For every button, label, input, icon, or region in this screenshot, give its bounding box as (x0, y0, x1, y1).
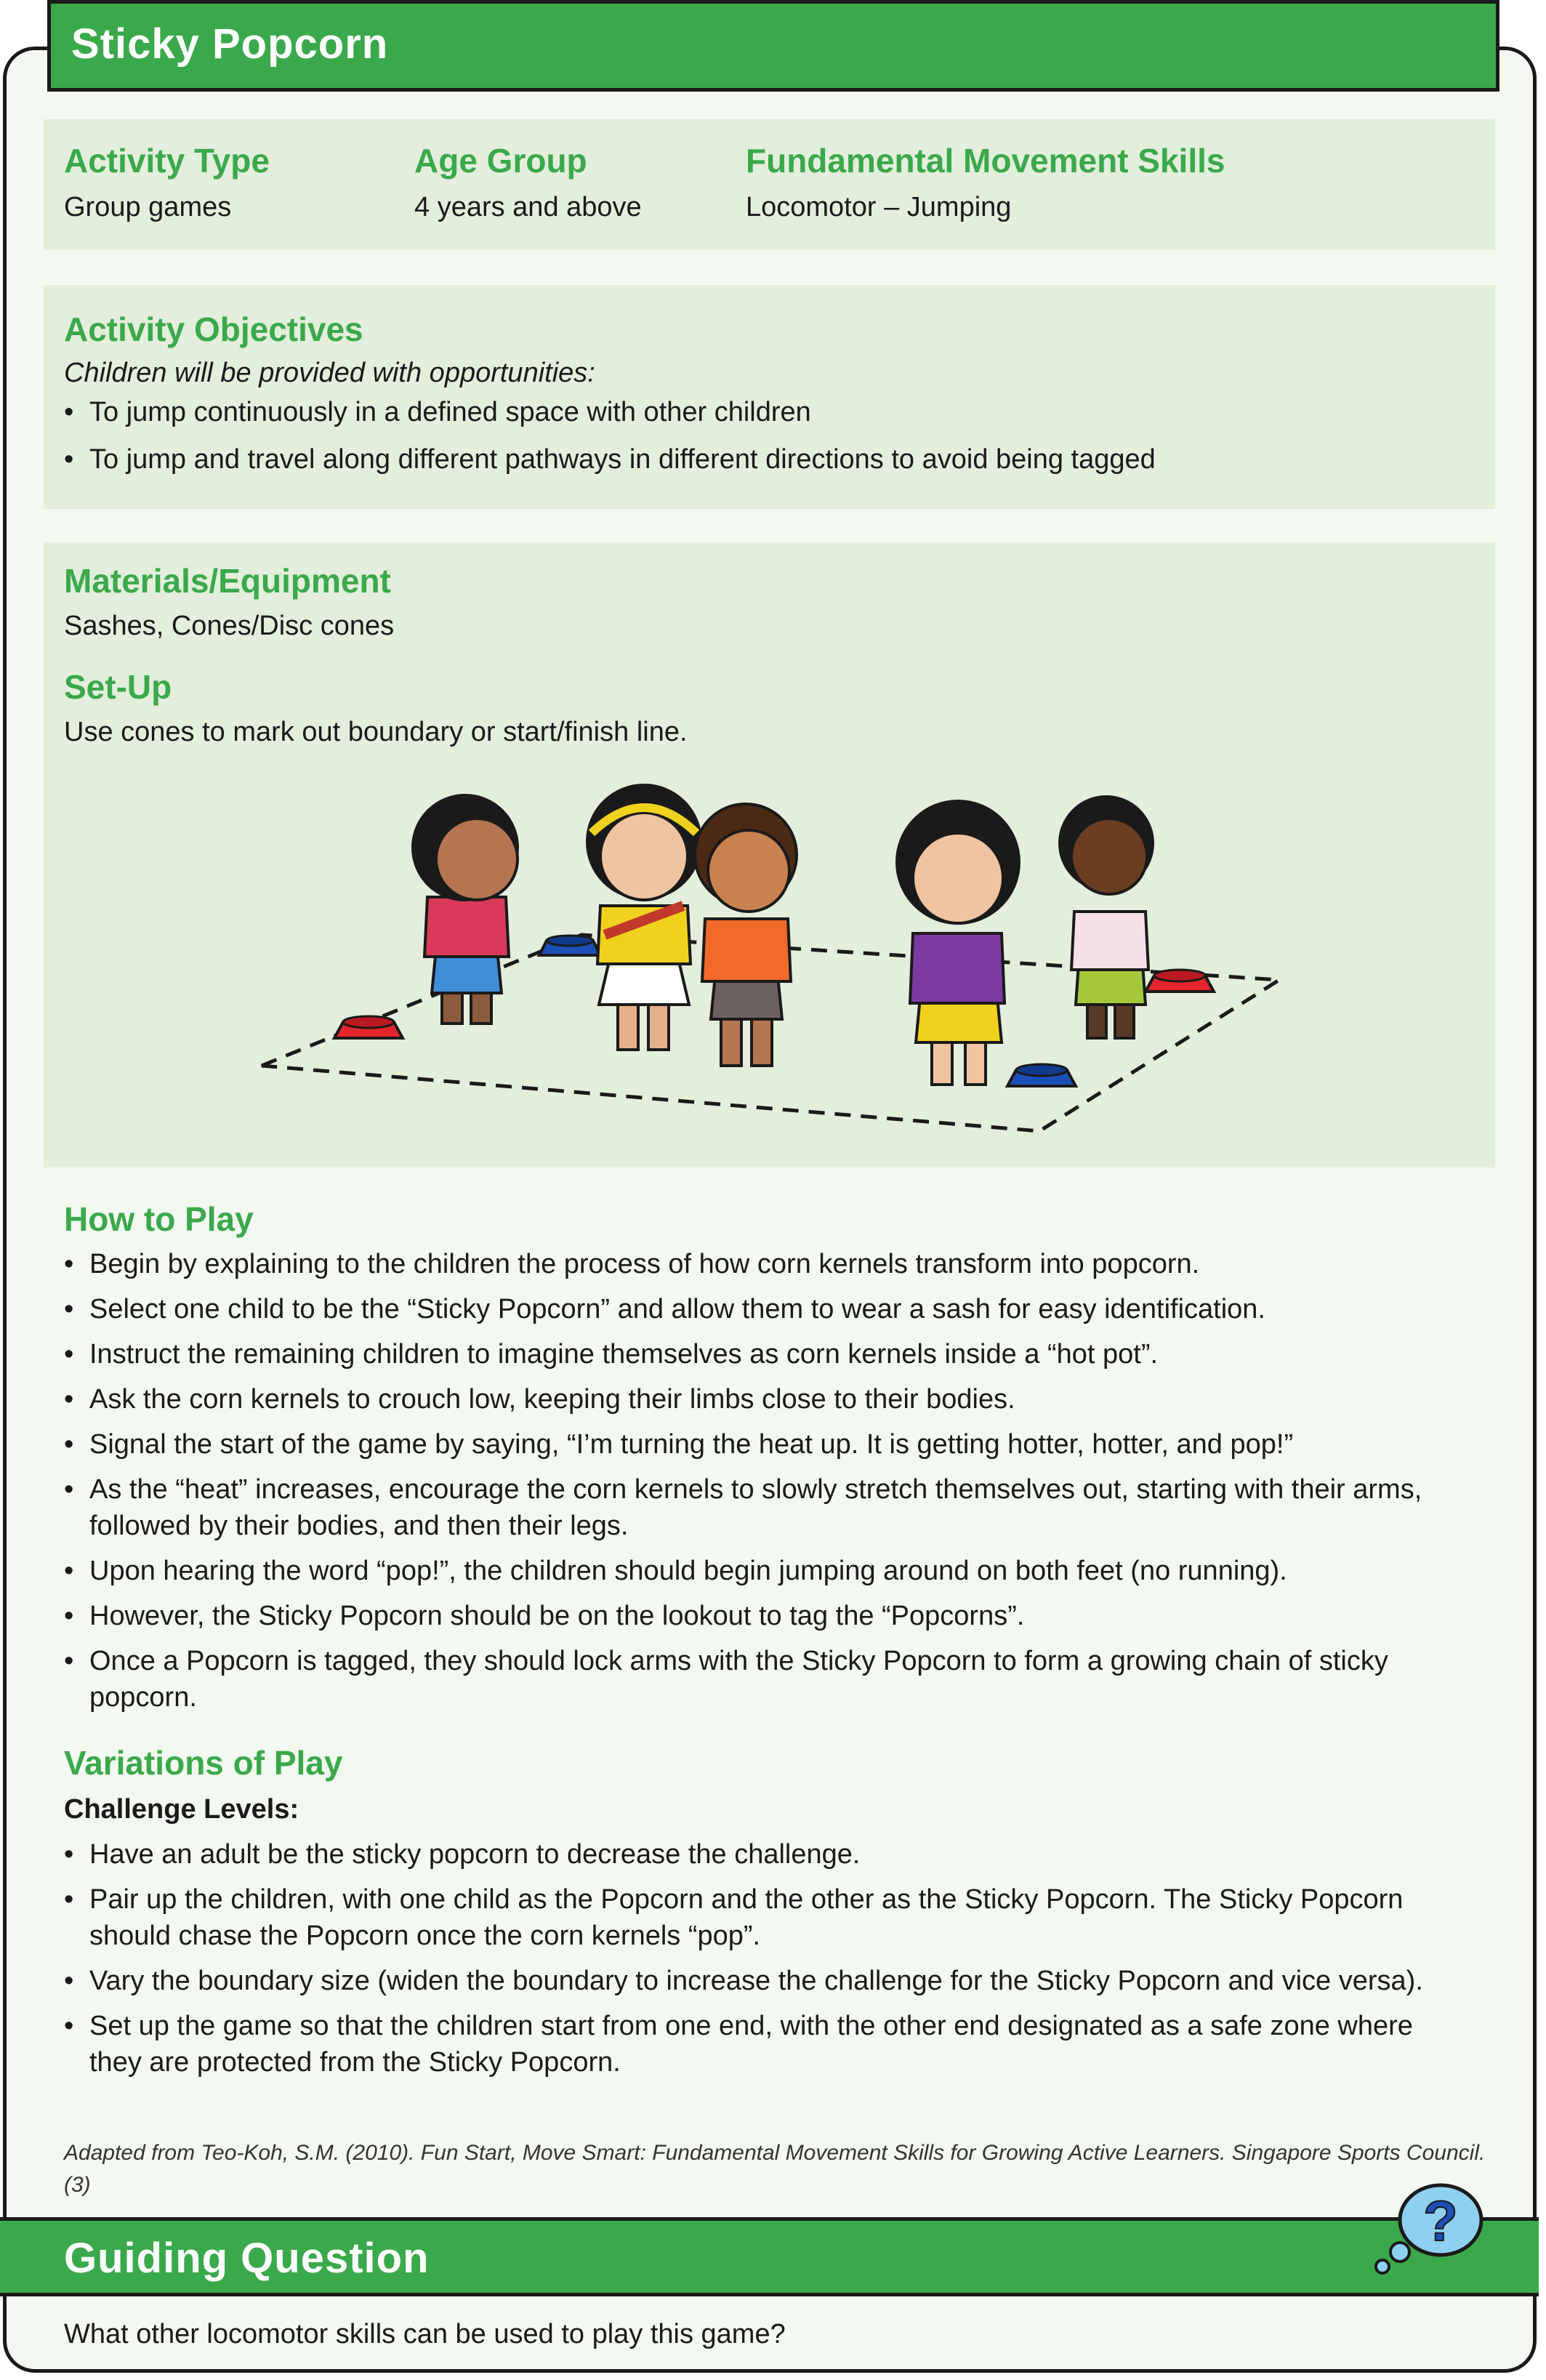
list-item: • Signal the start of the game by saying, “I’m turning the heat up. It is getting hotter, hotter, and pop!” (64, 1426, 1489, 1463)
setup-value: Use cones to mark out boundary or start/finish line. (64, 717, 688, 747)
list-item: • Begin by explaining to the children the process of how corn kernels transform into popcorn. (64, 1246, 1489, 1282)
objectives-panel (44, 285, 1495, 509)
activity-type-label: Activity Type (64, 142, 270, 180)
cone-icon (539, 936, 600, 955)
variations-heading: Variations of Play (64, 1744, 343, 1782)
age-group-value: 4 years and above (414, 192, 642, 222)
objectives-heading: Activity Objectives (64, 310, 363, 348)
setup-panel (44, 542, 1495, 1167)
objectives-list (64, 393, 1156, 487)
activity-type-value: Group games (64, 192, 232, 222)
materials-heading: Materials/Equipment (64, 562, 391, 600)
cone-icon (1146, 970, 1214, 992)
cone-icon (1007, 1064, 1076, 1086)
list-item: • However, the Sticky Popcorn should be on the lookout to tag the “Popcorns”. (64, 1598, 1489, 1634)
child-figure (587, 785, 701, 1050)
fms-value: Locomotor – Jumping (746, 192, 1012, 222)
list-item: • Have an adult be the sticky popcorn to decrease the challenge. (64, 1836, 1467, 1873)
variations-list (64, 1836, 1467, 2089)
child-figure (1060, 797, 1153, 1038)
svg-text:?: ? (1423, 2189, 1458, 2253)
objectives-intro: Children will be provided with opportunities: (64, 358, 595, 388)
age-group-label: Age Group (414, 142, 587, 180)
page-title: Sticky Popcorn (71, 20, 389, 68)
challenge-levels-subheading: Challenge Levels: (64, 1794, 299, 1825)
list-item: • Once a Popcorn is tagged, they should lock arms with the Sticky Popcorn to form a growing chain of sticky popcorn. (64, 1643, 1489, 1716)
how-to-play-heading: How to Play (64, 1200, 254, 1238)
child-figure (695, 804, 797, 1066)
materials-value: Sashes, Cones/Disc cones (64, 611, 395, 641)
title-bar (47, 0, 1499, 92)
setup-heading: Set-Up (64, 668, 172, 706)
how-to-play-list (64, 1246, 1489, 1724)
list-item: • Ask the corn kernels to crouch low, keeping their limbs close to their bodies. (64, 1381, 1489, 1418)
child-figure (897, 801, 1019, 1085)
list-item: • Pair up the children, with one child as the Popcorn and the other as the Sticky Popcorn. The Sticky Popcorn should chase the Popcorn once the corn kernels “pop”. (64, 1881, 1467, 1954)
list-item: • To jump continuously in a defined space with other children (64, 393, 1156, 432)
fms-label: Fundamental Movement Skills (746, 142, 1225, 180)
list-item: • As the “heat” increases, encourage the corn kernels to slowly stretch themselves out, starting with their arms, followed by their bodies, and then their legs. (64, 1471, 1489, 1544)
question-bubble-icon (1366, 2181, 1490, 2283)
guiding-question-text: What other locomotor skills can be used to play this game? (64, 2319, 786, 2349)
cone-icon (334, 1016, 403, 1038)
guiding-question-heading: Guiding Question (64, 2235, 430, 2282)
info-panel (44, 119, 1495, 250)
list-item: • Select one child to be the “Sticky Popcorn” and allow them to wear a sash for easy identification. (64, 1291, 1489, 1327)
list-item: • Vary the boundary size (widen the boundary to increase the challenge for the Sticky Popcorn and vice versa). (64, 1963, 1467, 1999)
citation: Adapted from Teo-Koh, S.M. (2010). Fun Start, Move Smart: Fundamental Movement Skills for Growing Active Learners. Singapore Sports Council. (3) (64, 2141, 1486, 2197)
list-item: • Upon hearing the word “pop!”, the children should begin jumping around on both feet (no running). (64, 1553, 1489, 1589)
list-item: • Set up the game so that the children start from one end, with the other end designated as a safe zone where they are protected from the Sticky Popcorn. (64, 2008, 1467, 2081)
guiding-question-bar (0, 2217, 1539, 2296)
list-item: • Instruct the remaining children to imagine themselves as corn kernels inside a “hot pot”. (64, 1336, 1489, 1372)
child-figure (413, 795, 518, 1024)
setup-illustration (44, 542, 1495, 1167)
list-item: • To jump and travel along different pathways in different directions to avoid being tagged (64, 440, 1156, 479)
